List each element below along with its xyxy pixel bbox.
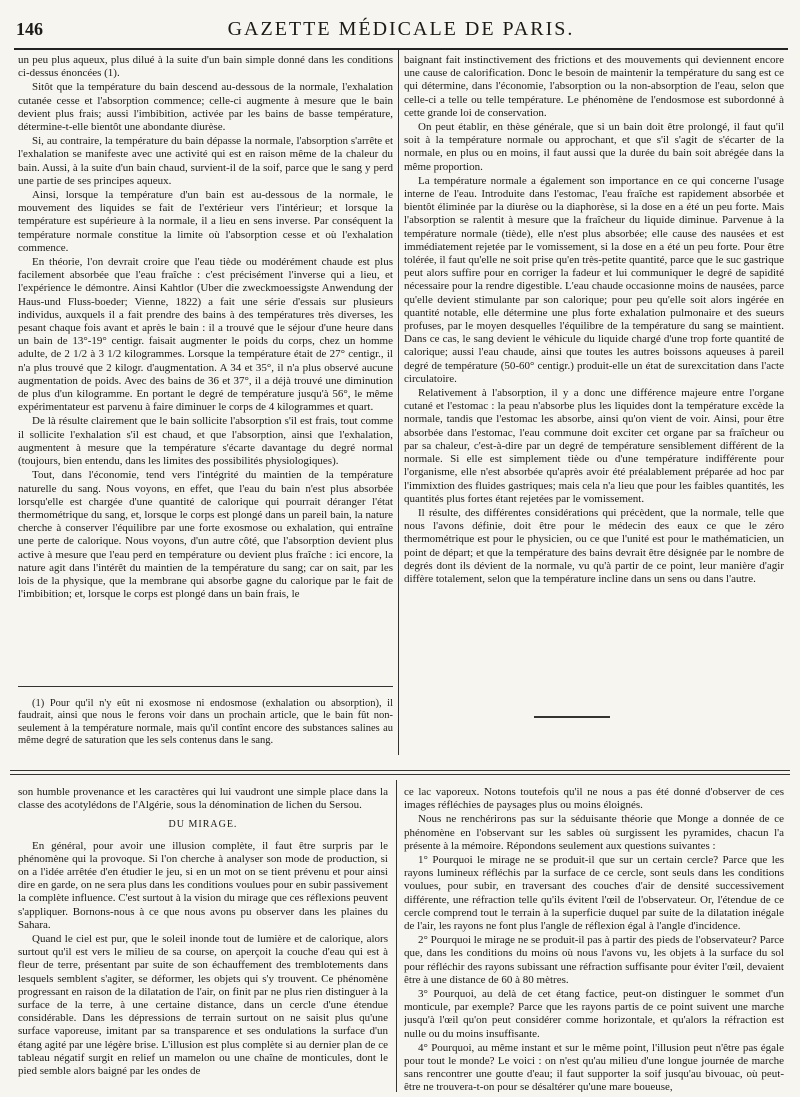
- paragraph: On peut établir, en thèse générale, que si un bain doit être prolongé, il faut qu'il soit à la température normale ou approchant, et que s'il s'agit de s'écarter de la normale, en plus ou en moins, il faut aussi que la durée du bain soit abrégée dans la même proportion.: [404, 121, 784, 173]
- paragraph: ce lac vaporeux. Notons toutefois qu'il ne nous a pas été donné d'observer de ces images réfléchies de paysages plus ou moins éloignés.: [404, 786, 784, 812]
- paragraph: Il résulte, des différentes considérations qui précèdent, que la normale, telle que nous l'avons définie, doit être pour le médecin des eaux ce que le zéro thermométrique est pour le physicien, ou ce que l'unité est pour le mathématicien, un point de départ; et que la température des bains devrait être désignée par le nombre de degrés dont ils dévient de la normale, vu qu'à partir de ce point, leur manière d'agir diffère totalement, selon que la température incline dans un sens ou dans l'autre.: [404, 506, 784, 585]
- column-divider: [398, 50, 399, 755]
- paragraph: baignant fait instinctivement des frictions et des mouvements qui deviennent encore une cause de calorification. Donc le besoin de maintenir la température du sang est ce qui détermine, dans l'économie, l'absorption ou la non-absorption de l'eau, selon que celle-ci a telle ou telle température. Le phénomène de l'endosmose est subordonné à cette grande loi de conservation.: [404, 54, 784, 119]
- paragraph: 1° Pourquoi le mirage ne se produit-il que sur un certain cercle? Parce que les rayons lumineux réfléchis par la surface de ce cercle, sont seuls dans les conditions voulues, pour subir, en traversant des couches d'air de densité successivement différente, une réfraction telle qu'ils évitent l'œil de l'observateur. Or, l'étendue de ce cercle comprend tout le terrain à la superficie duquel par suite de la dilatation inégale de l'air, les rayons ne font plus l'angle de réflexion égal à l'angle d'incidence.: [404, 854, 784, 933]
- article-column-right: [404, 54, 784, 672]
- feuilleton-column-left: [18, 786, 388, 1092]
- article-column-left: [18, 54, 393, 672]
- paragraph: La température normale a également son importance en ce qui concerne l'usage interne de l'eau. Introduite dans l'estomac, l'eau fraîche est rapidement absorbée et bientôt éliminée par la diurèse ou la diaphorèse, si la dose en a été un peu forte. Mais l'absorption se ralentit à mesure que la fraîcheur du liquide diminue. Parvenue à la température normale (tiède), elle n'est plus absorbée; elle cause des nausées et est immédiatement rejetée par le vomissement, si la dose en a été un peu forte. Pour être tolérée, il faut qu'elle ne soit prise qu'en très-petite quantité, parce que le suc gastrique peut alors suffire pour en corriger la fadeur et lui communiquer le degré de sapidité nécessaire pour la rendre digestible. L'eau chaude occasionne moins de nausées, parce qu'elle devient stimulante par son calorique; pour peu qu'elle soit alors ingérée en quantité notable, elle détermine une plus forte exhalation pulmonaire et des sueurs profuses, par le moyen desquelles l'équilibre de la température du sang se maintient. Dans ce cas, le sang devient le véhicule du liquide chargé d'une trop forte quantité de calorique; aussi l'eau chaude, ainsi que toutes les autres boissons aqueuses à pareil degré de température (50-60° centigr.) produit-elle un état de surexcitation dans l'acte circulatoire.: [404, 174, 784, 385]
- article-end-rule: [534, 716, 610, 718]
- paragraph: Ainsi, lorsque la température d'un bain est au-dessous de la normale, le mouvement des liquides se fait de l'extérieur vers l'intérieur; et lorsque la température est supérieure à la normale, il a lieu en sens inverse. Par conséquent la température normale constitue la limite où l'absorption cesse et où l'exhalation commence.: [18, 189, 393, 254]
- paragraph: En théorie, l'on devrait croire que l'eau tiède ou modérément chaude est plus facilement absorbée que l'eau fraîche : c'est précisément l'inverse qui a lieu, et l'expérience le démontre. Ainsi Kahtlor (Uber die zweckmoessigste Anwendung der Haus-und Fluss-boeder; Vienne, 1822) a fait une série d'essais sur plusieurs individus, auxquels il a fait prendre des bains à des températures très diverses, les pesant chaque fois avant et après le bain : il a trouvé que le séjour d'une heure dans un bain de 13°-19° centigr. faisait augmenter le poids du corps, chez un homme adulte, de 2 1/2 à 3 1/2 kilogrammes. Lorsque la température était de 27° centigr., il n'a plus trouvé que 2 kilogr. d'augmentation. A 34 et 35°, il n'a plus observé aucune augmentation de poids. Avec des bains de 36 et 37°, il a déjà trouvé une diminution de plus d'un kilogramme. En portant le degré de température jusqu'à 56°, le même expérimentateur est parvenu à faire diminuer le corps de 4 kilogrammes et quart.: [18, 256, 393, 414]
- paragraph: Relativement à l'absorption, il y a donc une différence majeure entre l'organe cutané et l'estomac : la peau n'absorbe plus les liquides dont la température excède la normale, tandis que l'estomac les absorbe, ainsi qu'on vient de voir. Ainsi, pour être absorbée dans l'estomac, l'eau commune doit exciter cet organe par sa fraîcheur ou par sa chaleur, c'est-à-dire par un degré de température sensiblement différent de la normale. Si elle est simplement tiède ou d'une température indifférente pour l'organisme, elle n'est absorbée qu'après avoir été préalablement préparée ad hoc par l'immixtion des fluides gastriques; mais cela n'a lieu que pour les faibles quantités, les quantités plus fortes étant rejetées par le vomissement.: [404, 387, 784, 505]
- paragraph: Tout, dans l'économie, tend vers l'intégrité du maintien de la température naturelle du sang. Nous voyons, en effet, que l'eau du bain n'est plus absorbée lorsqu'elle est chargée d'une quantité de calorique qui pourrait déranger l'état thermométrique du sang, et, lorsque le corps est plongé dans un pareil bain, la nature cherche à conserver l'équilibre par une forte exosmose ou exhalation, qui entraîne une perte de calorique. Nous voyons, d'un autre côté, que l'absorption devient plus active à mesure que l'eau perd en température ou devient plus fraîche : ici encore, la nature agit dans l'intérêt du maintien de la température du sang; car on sait, par les lois de la physique, que la membrane qui absorbe gagne du calorique par le fait de l'imbibition; et, lorsque le corps est plongé dans un bain frais, le: [18, 469, 393, 601]
- page-number: 146: [16, 19, 43, 39]
- paragraph: Quand le ciel est pur, que le soleil inonde tout de lumière et de calorique, alors surtout qu'il est vers le milieu de sa course, on aperçoit la couche d'eau qui est à fleur de terre, présentant par suite de son échauffement des tremblotements dans lesquels semblent s'agiter, se déformer, les objets qui s'y trouvent. Ce phénomène progressant en raison de la dilatation de l'air, on finit par ne plus rien distinguer à la surface de la terre, à une certaine distance, dans un cercle d'une étendue considérable. Dans les dépressions de terrain surtout on ne saisit plus qu'une surface vaporeuse, imitant par sa transparence et ses ondulations la surface d'un étang agité par une légère brise. L'illusion est plus complète si au dernier plan de ce tableau négatif surgit en relief un mamelon ou une chaîne de monticules, dont le pied semble alors baigné par les ondes de: [18, 933, 388, 1078]
- footnote: [18, 698, 393, 758]
- paragraph: Si, au contraire, la température du bain dépasse la normale, l'absorption s'arrête et l'exhalation se manifeste avec une activité qui est en raison même de la chaleur du bain. Aussi, à la suite d'un bain chaud, survient-il de la soif, parce que le sang y perd une partie de ses principes aqueux.: [18, 135, 393, 187]
- feuilleton-separator: [10, 770, 790, 775]
- paragraph: 4° Pourquoi, au même instant et sur le même point, l'illusion peut n'être pas égale pour tout le monde? Le voici : on n'est qu'au milieu d'une longue journée de marche sans rencontrer une goutte d'eau; il faut supporter la soif jusqu'au bivouac, où peut-être ne trouvera-t-on pour se désaltérer qu'une mare boueuse,: [404, 1041, 784, 1092]
- column-divider-lower: [396, 780, 397, 1092]
- section-title: DU MIRAGE.: [168, 819, 238, 831]
- paragraph: son humble provenance et les caractères qui lui vaudront une simple place dans la classe des acotylédons de l'Algérie, sous la dénomination de lichen du Sersou.: [18, 786, 388, 812]
- feuilleton-column-right: [404, 786, 784, 1092]
- paragraph: De là résulte clairement que le bain sollicite l'absorption s'il est frais, tout comme il sollicite l'exhalation s'il est chaud, et que l'absorption, ainsi que l'exhalation, augmentent à mesure que la température s'écarte davantage du degré normal (toujours, bien entendu, dans les limites des possibilités physiologiques).: [18, 415, 393, 468]
- paragraph: un peu plus aqueux, plus dilué à la suite d'un bain simple donné dans les conditions ci-dessus énoncées (1).: [18, 54, 393, 80]
- page-header: [14, 14, 788, 50]
- paragraph: 2° Pourquoi le mirage ne se produit-il pas à partir des pieds de l'observateur? Parce que, dans les conditions du moins où nous l'avons vu, les objets à la surface du sol pour réfléchir des rayons subissant une réfraction suffisante pour éviter l'œil, devaient être à une distance de 60 à 80 mètres.: [404, 934, 784, 986]
- footnote-rule: [18, 686, 393, 687]
- footnote-text: (1) Pour qu'il n'y eût ni exosmose ni endosmose (exhalation ou absorption), il faudrait, ainsi que nous le ferons voir dans un prochain article, que le bain fût non-seulement à la température normale, mais qu'il contînt encore des substances salines au même degré de saturation que les sels contenus dans le sang.: [18, 698, 393, 747]
- paragraph: En général, pour avoir une illusion complète, il faut être surpris par le phénomène qui la provoque. Si l'on cherche à analyser son mode de production, si on a l'idée arrêtée d'en étudier le jeu, si en un mot on se tient prévenu et pour ainsi dire en garde, on ne sera plus dans les conditions voulues pour en subir passivement la complète influence. C'est surtout à la vision du mirage que ces réflexions peuvent s'appliquer. Bornons-nous à ce que nous avons pu observer dans les plaines du Sahara.: [18, 839, 388, 931]
- paragraph: Sitôt que la température du bain descend au-dessous de la normale, l'exhalation cutanée cesse et l'absorption commence; celle-ci augmente à mesure que le bain devient plus frais; aussi l'imbibition, activée par les bains de basse température, détermine-t-elle bientôt une abondante diurèse.: [18, 81, 393, 134]
- paragraph: 3° Pourquoi, au delà de cet étang factice, peut-on distinguer le sommet d'un monticule, par exemple? Parce que les rayons partis de ce point suivent une marche jusqu'à l'œil qu'on peut considérer comme horizontale, et qu'alors la réfraction est nulle ou du moins insuffisante.: [404, 988, 784, 1040]
- journal-title: GAZETTE MÉDICALE DE PARIS.: [227, 18, 575, 40]
- paragraph: Nous ne renchérirons pas sur la séduisante théorie que Monge a donnée de ce phénomène en l'observant sur les sables où surgissent les pyramides, chacun l'a présente à la mémoire. Répondons seulement aux questions suivantes :: [404, 813, 784, 852]
